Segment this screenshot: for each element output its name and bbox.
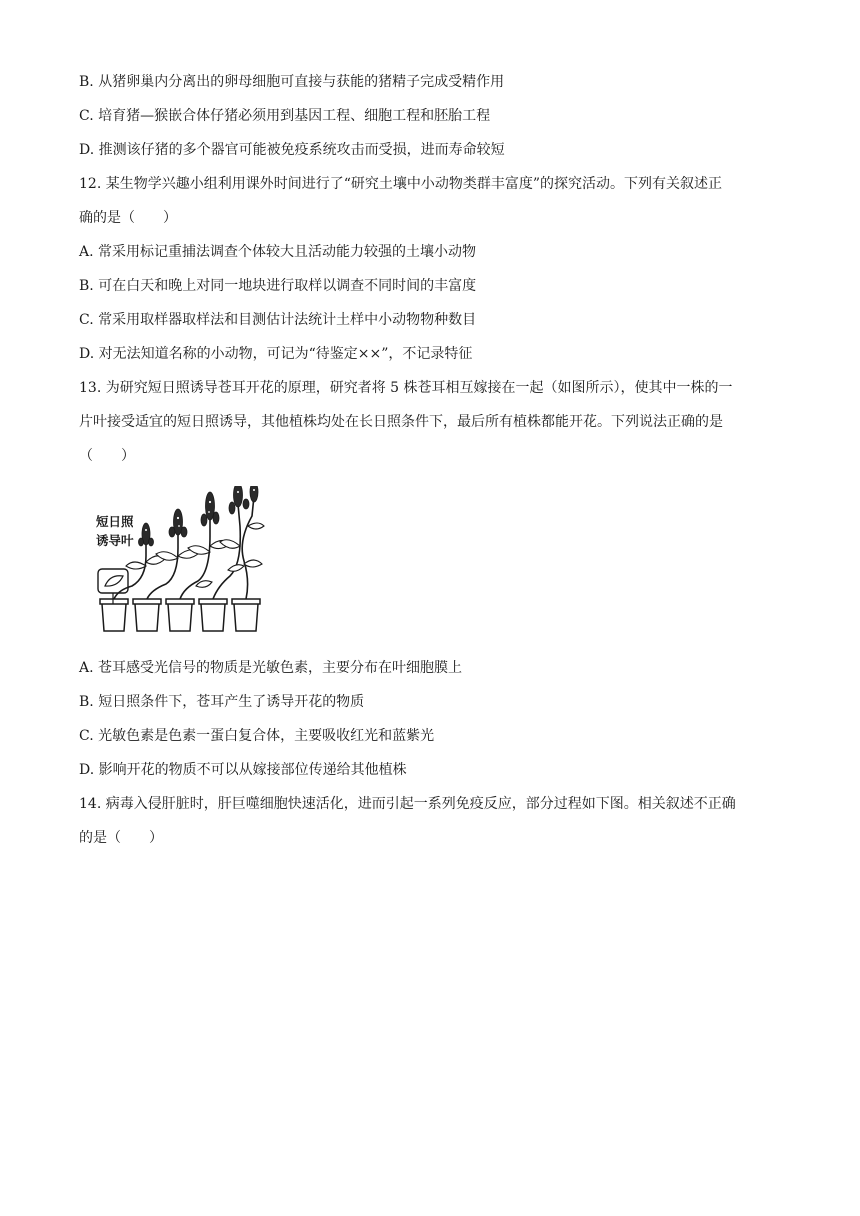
q12-option-b: B. 可在白天和晚上对同一地块进行取样以调查不同时间的丰富度: [79, 278, 477, 294]
figure-label-line2: 诱导叶: [96, 533, 134, 548]
pots: [100, 599, 260, 631]
stem-1: [114, 541, 146, 599]
q12-stem-line2: 确的是（ ）: [79, 210, 177, 226]
q11-option-d: D. 推测该仔猪的多个器官可能被免疫系统攻击而受损，进而寿命较短: [79, 142, 505, 158]
pot-2-rim: [133, 599, 161, 604]
grafted-plants-illustration: [96, 486, 268, 636]
pot-5-rim: [232, 599, 260, 604]
q11-option-c: C. 培育猪—猴嵌合体仔猪必须用到基因工程、细胞工程和胚胎工程: [79, 108, 491, 124]
grafted-plants-figure: [96, 486, 268, 636]
induced-leaf-icon: [105, 576, 123, 586]
q13-option-d: D. 影响开花的物质不可以从嫁接部位传递给其他植株: [79, 762, 407, 778]
q14-stem-line2: 的是（ ）: [79, 830, 163, 846]
pot-2: [135, 604, 159, 631]
flower-spike-5: [250, 486, 258, 502]
q13-stem-line3: （ ）: [79, 448, 135, 464]
q11-option-b: B. 从猪卵巢内分离出的卵母细胞可直接与获能的猪精子完成受精作用: [79, 74, 505, 90]
figure-label-line1: 短日照: [96, 514, 134, 529]
q12-option-a: A. 常采用标记重捕法调查个体较大且活动能力较强的土壤小动物: [79, 244, 477, 260]
q12-option-d: D. 对无法知道名称的小动物，可记为“待鉴定××”，不记录特征: [79, 346, 473, 362]
q13-option-c: C. 光敏色素是色素一蛋白复合体，主要吸收红光和蓝紫光: [79, 728, 435, 744]
pot-1-rim: [100, 599, 128, 604]
pot-4: [201, 604, 225, 631]
q13-option-a: A. 苍耳感受光信号的物质是光敏色素，主要分布在叶细胞膜上: [79, 660, 463, 676]
pot-1: [102, 604, 126, 631]
pot-5: [234, 604, 258, 631]
q12-stem-line1: 12. 某生物学兴趣小组利用课外时间进行了“研究土壤中小动物类群丰富度”的探究活动。下列有关叙述正: [79, 176, 723, 192]
q14-stem-line1: 14. 病毒入侵肝脏时，肝巨噬细胞快速活化，进而引起一系列免疫反应，部分过程如下图。相关叙述不正确: [79, 796, 736, 812]
q13-stem-line1: 13. 为研究短日照诱导苍耳开花的原理，研究者将 5 株苍耳相互嫁接在一起（如图所示），使其中一株的一: [79, 380, 733, 396]
q13-stem-line2: 片叶接受适宜的短日照诱导，其他植株均处在长日照条件下，最后所有植株都能开花。下列说法正确的是: [79, 414, 723, 430]
q12-option-c: C. 常采用取样器取样法和目测估计法统计土样中小动物物种数目: [79, 312, 477, 328]
pot-4-rim: [199, 599, 227, 604]
pot-3: [168, 604, 192, 631]
flower-spike-4: [234, 486, 243, 507]
pot-3-rim: [166, 599, 194, 604]
stem-5: [242, 496, 254, 599]
q13-option-b: B. 短日照条件下，苍耳产生了诱导开花的物质: [79, 694, 365, 710]
